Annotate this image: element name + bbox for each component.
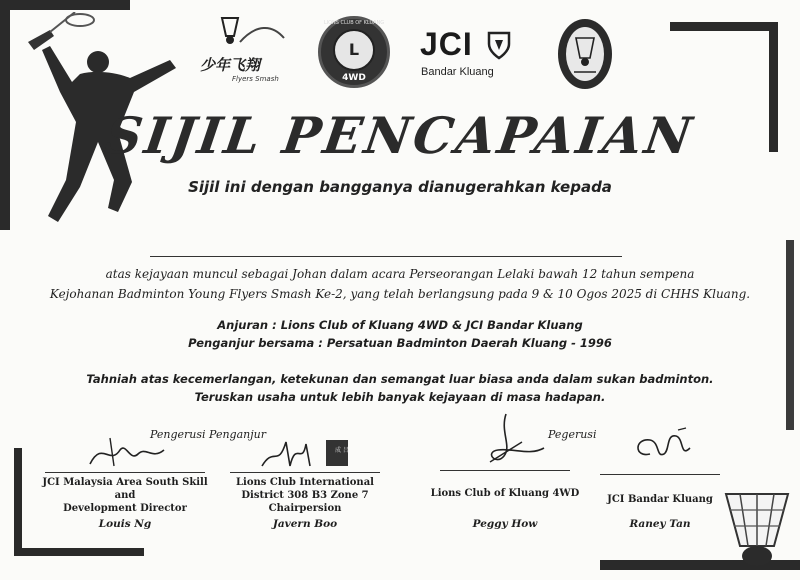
flyers-smash-shuttlecock-icon (208, 14, 288, 54)
organizer-chair-label: Pengerusi Penganjur (150, 428, 266, 441)
signature-block-javern-boo (215, 436, 395, 536)
sig2-title-1: Lions Club International (236, 477, 374, 488)
signature-line-1 (45, 472, 205, 473)
signature-line-3 (440, 470, 570, 471)
lions-club-logo-text: LIONS CLUB OF KLUANG (323, 20, 385, 26)
flyers-smash-logo-sub: Flyers Smash (232, 75, 279, 83)
co-organizer-text: Penganjur bersama : Persatuan Badminton Daerah Kluang - 1996 (188, 336, 612, 350)
corner-bottom-left-h (14, 548, 144, 556)
recipient-name-line (150, 256, 622, 257)
corner-top-right-h (670, 22, 778, 31)
sig1-title-1: JCI Malaysia Area South Skill and (42, 477, 208, 501)
handwritten-signature-3 (460, 412, 550, 470)
jci-logo-sub: Bandar Kluang (421, 66, 494, 78)
flyers-smash-logo-text: 少年飞翔 (200, 56, 261, 74)
achievement-line-1: atas kejayaan muncul sebagai Johan dalam acara Perseorangan Lelaki bawah 12 tahun sempena (105, 267, 695, 281)
lions-club-logo (318, 16, 390, 88)
signature-block-louis-ng (40, 436, 210, 536)
certificate-title: SIJIL PENCAPAIAN (101, 106, 699, 165)
handwritten-signature-4 (620, 424, 700, 470)
sig4-name: Raney Tan (629, 518, 691, 530)
certificate-subtitle: Sijil ini dengan bangganya dianugerahkan kepada (188, 178, 612, 196)
signature-block-peggy-how (430, 412, 580, 536)
corner-bottom-left-v (14, 448, 22, 556)
sig2-name: Javern Boo (272, 518, 338, 530)
sig3-title-1: Lions Club of Kluang 4WD (430, 488, 580, 499)
achievement-line-2: Kejohanan Badminton Young Flyers Smash Ke-2, yang telah berlangsung pada 9 & 10 Ogos 2025 di CHHS Kluang. (49, 287, 751, 301)
sig2-stamp-text: 成 吕 (335, 447, 349, 454)
sig1-title-2: Development Director (63, 503, 187, 514)
signature-line-2 (230, 472, 380, 473)
lions-club-logo-inner: L (333, 29, 375, 71)
handwritten-signature-1 (80, 436, 170, 472)
organizer-text: Anjuran : Lions Club of Kluang 4WD & JCI Bandar Kluang (217, 318, 583, 332)
sig4-title-1: JCI Bandar Kluang (607, 494, 713, 505)
corner-top-left-h (0, 0, 130, 10)
congrats-line-2: Teruskan usaha untuk lebih banyak kejayaan di masa hadapan. (194, 390, 606, 404)
corner-right-mid (786, 240, 794, 430)
sig1-name: Louis Ng (98, 518, 152, 530)
signature-block-raney-tan (590, 424, 730, 536)
sig2-title-2: District 308 B3 Zone 7 Chairpersion (241, 490, 369, 514)
jci-logo-text: JCI (420, 26, 473, 62)
congrats-line-1: Tahniah atas kecemerlangan, ketekunan dan semangat luar biasa anda dalam sukan badminton. (86, 372, 714, 386)
shuttlecock-decoration-icon (718, 484, 796, 574)
lions-club-logo-sub: 4WD (342, 73, 366, 83)
badminton-association-emblem-icon (556, 16, 614, 92)
signature-line-4 (600, 474, 720, 475)
jci-shield-icon (486, 30, 512, 60)
chair-label: Pegerusi (548, 428, 597, 441)
sig3-name: Peggy How (472, 518, 538, 530)
